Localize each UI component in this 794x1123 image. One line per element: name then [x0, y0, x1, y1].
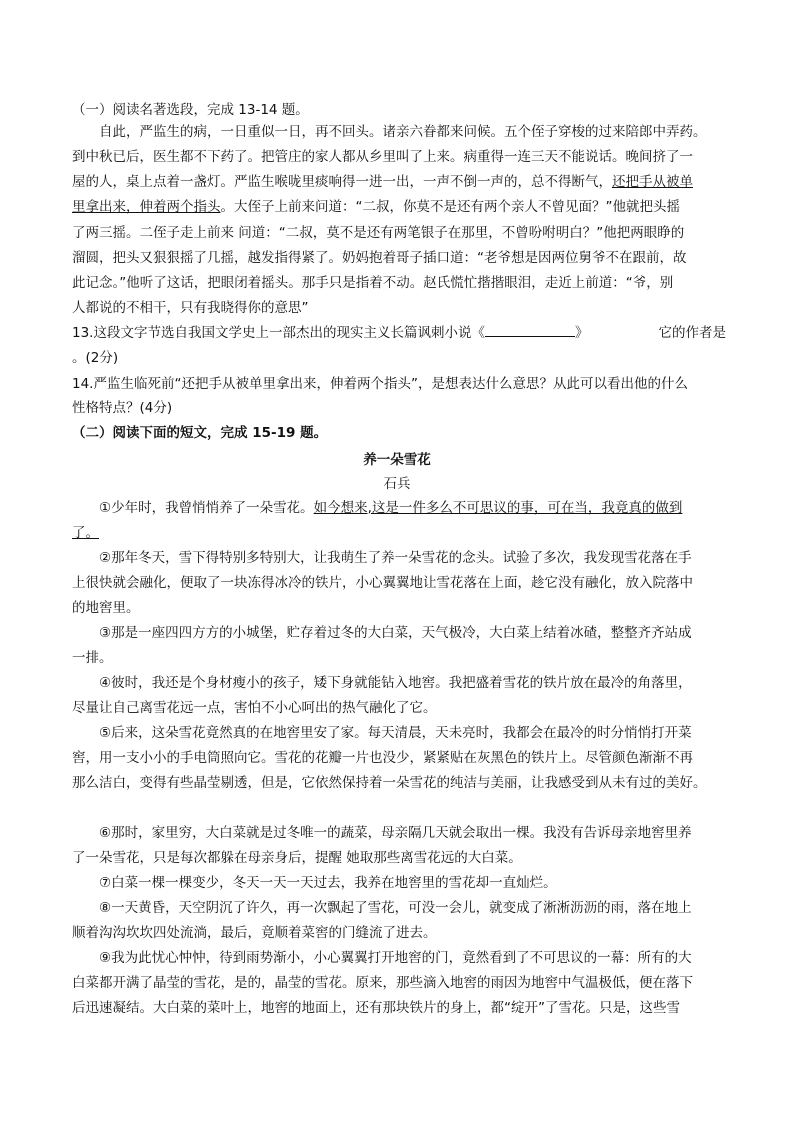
passage-line: 了两三摇。二侄子走上前来 问道：“二叔，莫不是还有两笔银子在那里，不曾吩咐明白？”他把两眼睁的 [72, 225, 685, 241]
answer-blank [485, 322, 575, 337]
article-line: 一排。 [72, 650, 113, 666]
underlined-sentence: 了。 [72, 525, 99, 541]
passage-line: 里拿出来，伸着两个指头。大侄子上前来问道：“二叔，你莫不是还有两个亲人不曾见面？”他就把头摇 [72, 199, 680, 215]
article-line: 窖，用一支小小的手电筒照向它。雪花的花瓣一片也没少，紧紧贴在灰黑色的铁片上。尽管颜色渐渐不再 [72, 750, 693, 766]
article-line: ①少年时，我曾悄悄养了一朵雪花。如今想来,这是一件多么不可思议的事，可在当，我竟真的做到 [99, 500, 683, 516]
article-line: ⑧一天黄昏，天空阴沉了许久，再一次飘起了雪花，可没一会儿，就变成了淅淅沥沥的雨，落在地上 [99, 900, 692, 916]
article-line: ②那年冬天，雪下得特别多特别大，让我萌生了养一朵雪花的念头。试验了多次，我发现雪花落在手 [99, 550, 692, 566]
passage-line: 溜圆，把头又狠狠摇了几摇，越发指得紧了。奶妈抱着哥子插口道：“老爷想是因两位舅爷不在跟前，故 [72, 250, 687, 266]
underlined-phrase: 还把手从被单 [612, 174, 693, 190]
passage-line: 屋的人，桌上点着一盏灯。严监生喉咙里痰响得一进一出，一声不倒一声的，总不得断气，还把手从被单 [72, 174, 693, 190]
question-13-score: 。(2分) [72, 350, 119, 366]
article-line: ③那是一座四四方方的小城堡，贮存着过冬的大白菜，天气极冷，大白菜上结着冰碴，整整齐齐站成 [99, 625, 692, 641]
passage-line: 人都说的不相干，只有我晓得你的意思” [72, 300, 309, 316]
article-line: ⑤后来，这朵雪花竟然真的在地窖里安了家。每天清晨，天未亮时，我都会在最冷的时分悄悄打开菜 [99, 725, 692, 741]
article-title: 养一朵雪花 [363, 452, 431, 468]
article-line: 顺着沟沟坎坎四处流淌，最后，竟顺着菜窖的门缝流了进去。 [72, 925, 437, 941]
article-line: ④彼时，我还是个身材瘦小的孩子，矮下身就能钻入地窖。我把盛着雪花的铁片放在最冷的角落里， [99, 675, 692, 691]
underlined-phrase: 里拿出来，伸着两个指头 [72, 199, 221, 215]
article-author: 石兵 [383, 476, 411, 492]
article-line: 的地窖里。 [72, 600, 140, 616]
article-line: 那么洁白，变得有些晶莹剔透，但是，它依然保持着一朵雪花的纯洁与美丽，让我感受到从未有过的美好。 [72, 775, 707, 791]
article-line: 上很快就会融化，便取了一块冻得冰冷的铁片，小心翼翼地让雪花落在上面，趁它没有融化，放入院落中 [72, 575, 693, 591]
article-line: 尽量让自己离雪花远一点，害怕不小心呵出的热气融化了它。 [72, 700, 437, 716]
passage-line: 到中秋已后，医生都不下药了。把管庄的家人都从乡里叫了上来。病重得一连三天不能说话。晚间挤了一 [72, 149, 693, 165]
underlined-sentence: 如今想来,这是一件多么不可思议的事，可在当，我竟真的做到 [313, 500, 683, 516]
article-line: ⑦白菜一棵一棵变少，冬天一天一天过去，我养在地窖里的雪花却一直灿烂。 [99, 875, 557, 891]
question-14-line2: 性格特点？(4分) [72, 400, 173, 416]
article-line: 后迅速凝结。大白菜的菜叶上，地窖的地面上，还有那块铁片的身上，都“绽开”了雪花。只是，这些雪 [72, 1000, 680, 1016]
article-line [72, 522, 732, 544]
article-line: ⑨我为此忧心忡忡，待到雨势渐小，小心翼翼打开地窖的门，竟然看到了不可思议的一幕：所有的大 [99, 950, 692, 966]
question-13: 13.这段文字节选自我国文学史上一部杰出的现实主义长篇讽刺小说《 》 它的作者是 [72, 322, 732, 344]
passage-line: 此记念。”他听了这话，把眼闭着摇头。那手只是指着不动。赵氏慌忙揩揩眼泪，走近上前道：“爷，别 [72, 275, 674, 291]
article-line: 了一朵雪花，只是每次都躲在母亲身后，提醒 她取那些离雪花远的大白菜。 [72, 850, 522, 866]
section2-heading: （二）阅读下面的短文，完成 15-19 题。 [72, 425, 328, 441]
article-line: 白菜都开满了晶莹的雪花，是的，晶莹的雪花。原来，那些滴入地窖的雨因为地窖中气温极低，便在落下 [72, 975, 693, 991]
article-line: ⑥那时，家里穷，大白菜就是过冬唯一的蔬菜，母亲隔几天就会取出一棵。我没有告诉母亲地窖里养 [99, 825, 692, 841]
question-14-line1: 14.严监生临死前“还把手从被单里拿出来，伸着两个指头”，是想表达什么意思？从此可以看出他的什么 [72, 376, 688, 392]
section1-heading: （一）阅读名著选段，完成 13-14 题。 [72, 102, 309, 118]
passage-line: 自此，严监生的病，一日重似一日，再不回头。诸亲六眷都来问候。五个侄子穿梭的过来陪郎中弄药。 [99, 124, 707, 140]
